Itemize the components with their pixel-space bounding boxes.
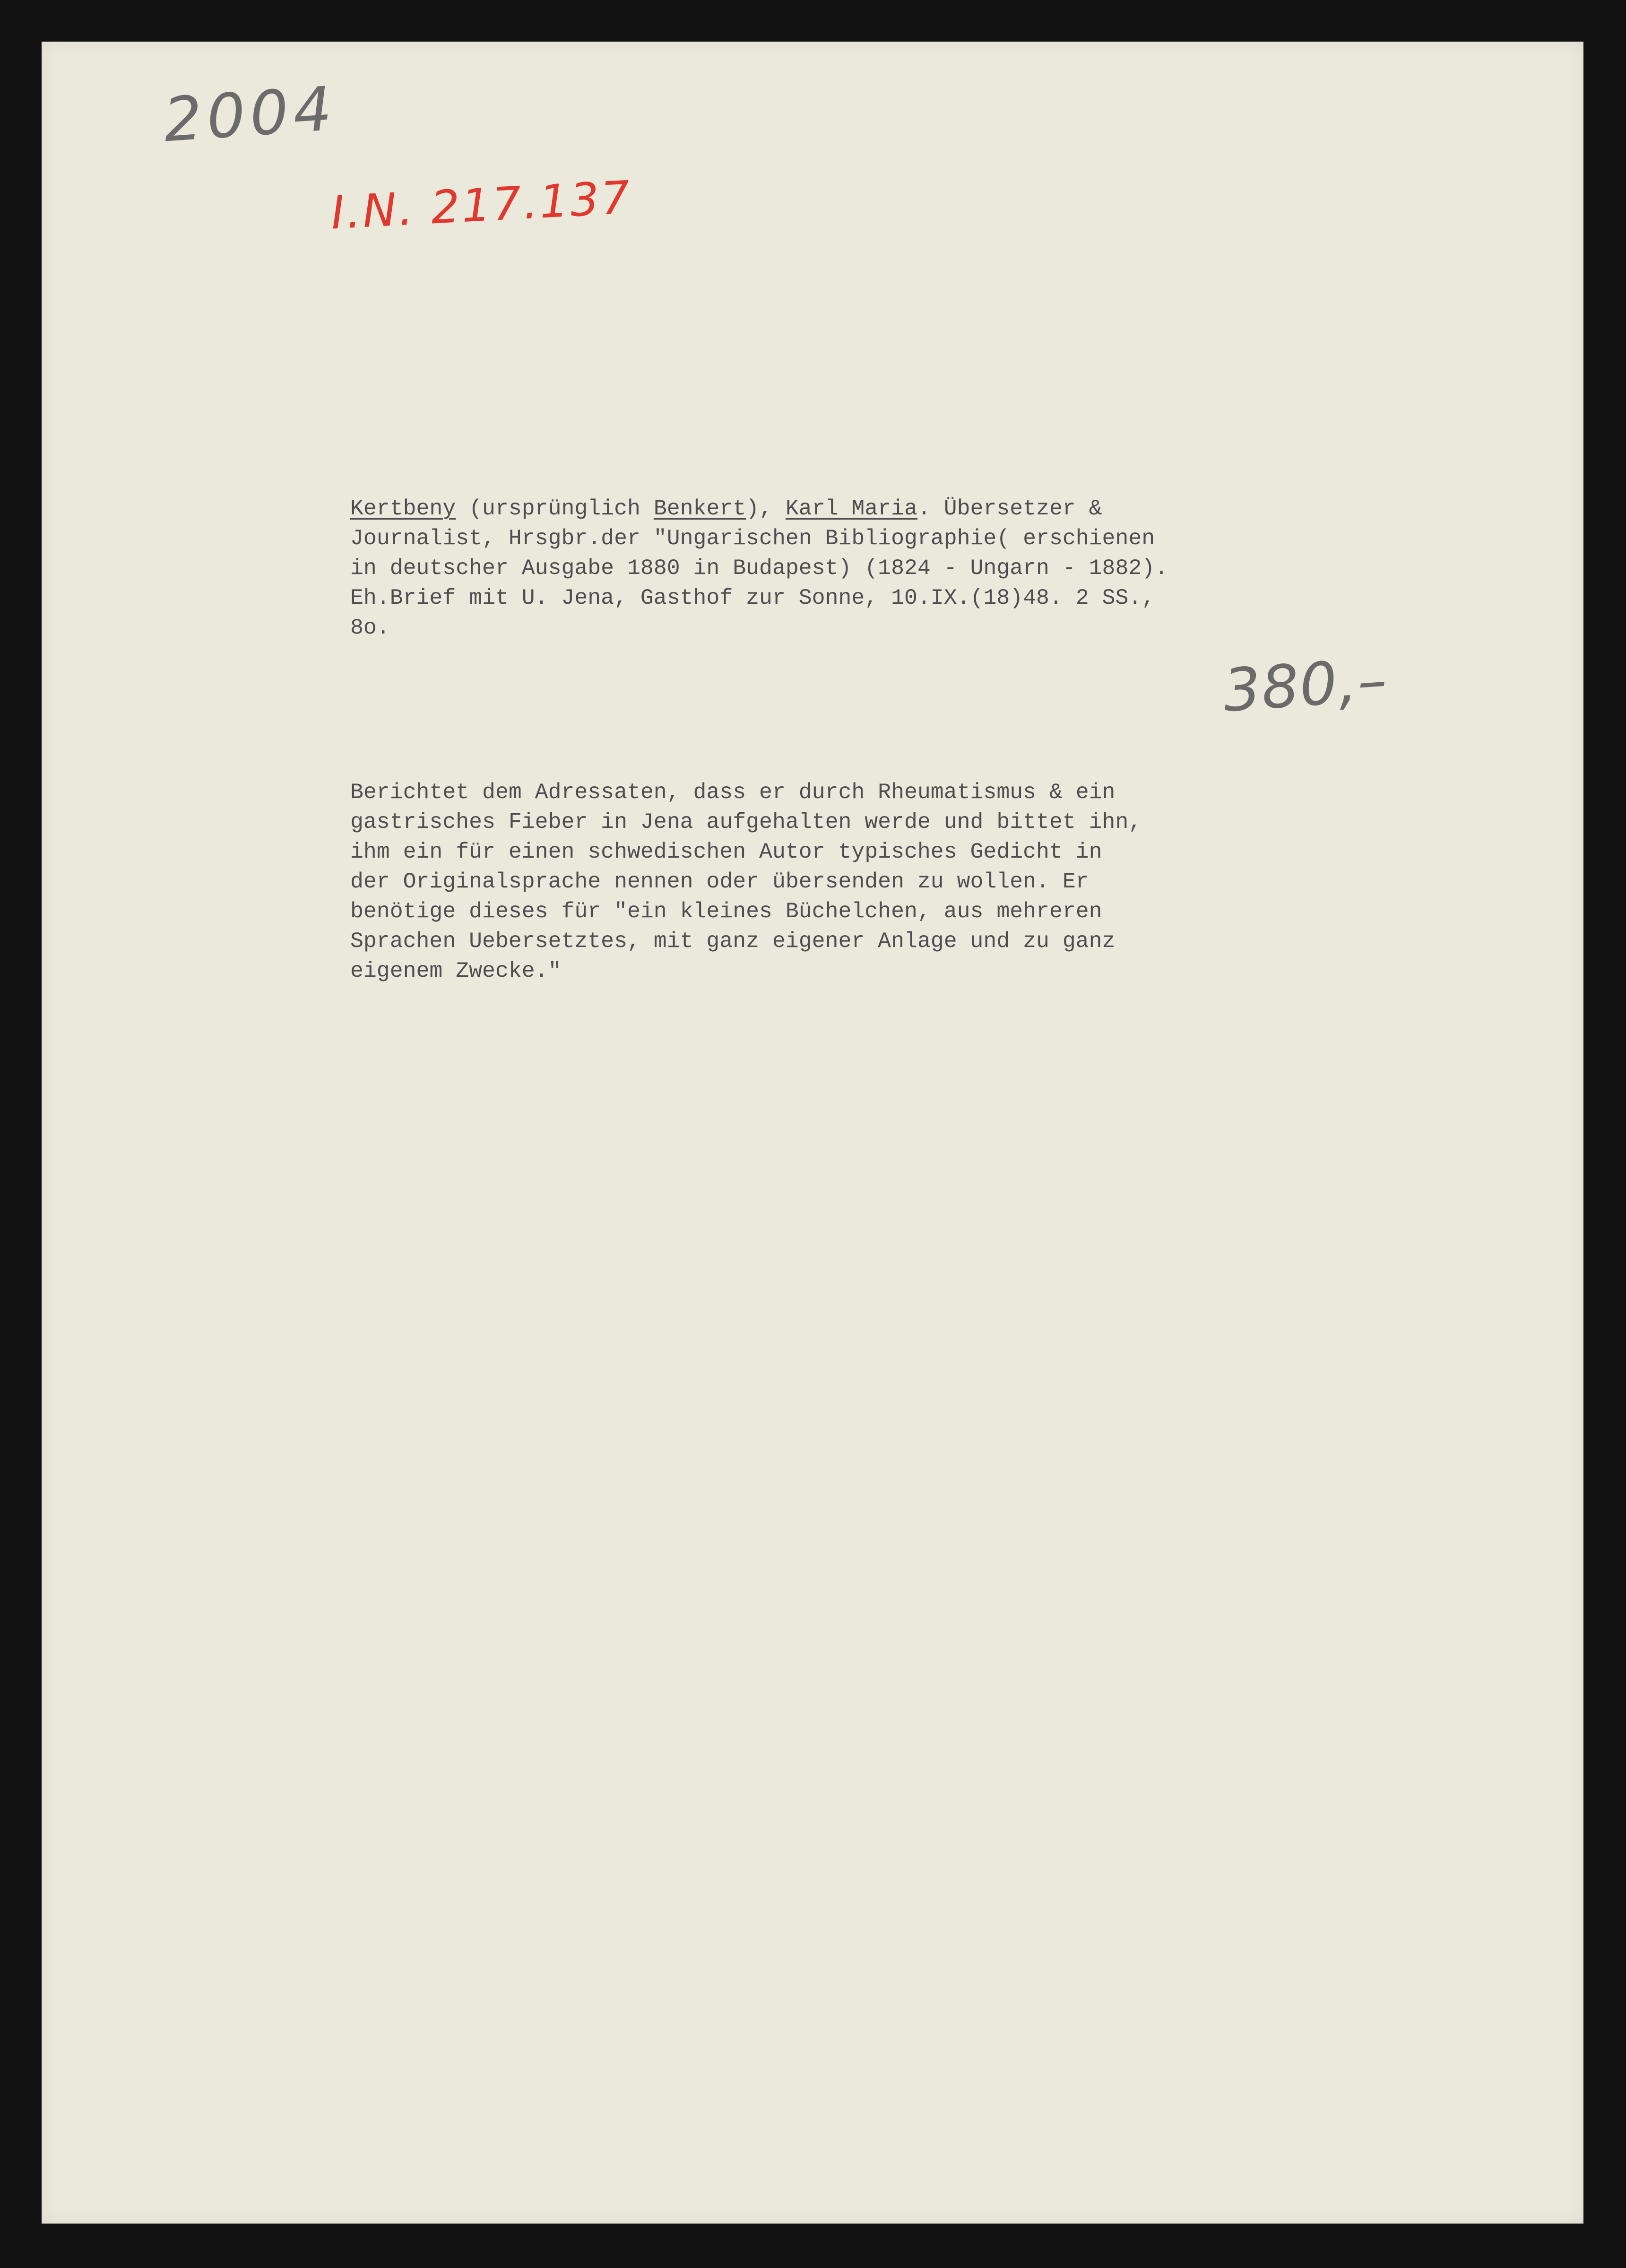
summary-line: Sprachen Uebersetztes, mit ganz eigener Anlage und zu ganz xyxy=(350,929,1116,954)
entry-text: ), xyxy=(746,496,786,521)
entry-text: . Übersetzer & xyxy=(917,496,1102,521)
handwritten-inventory-number: I.N. 217.137 xyxy=(329,171,633,240)
author-original-name: Benkert xyxy=(653,496,746,521)
entry-line: 8o. xyxy=(350,615,390,640)
entry-line: in deutscher Ausgabe 1880 in Budapest) (1824 - Ungarn - 1882). xyxy=(350,556,1168,581)
summary-line: gastrisches Fieber in Jena aufgehalten werde und bittet ihn, xyxy=(350,809,1142,834)
entry-text: (ursprünglich xyxy=(456,496,654,521)
author-given-name: Karl Maria xyxy=(785,496,917,521)
summary-line: benötige dieses für "ein kleines Büchelchen, aus mehreren xyxy=(350,899,1102,924)
document-sheet xyxy=(42,42,1583,2224)
handwritten-catalog-number: 2004 xyxy=(161,73,339,156)
catalog-entry xyxy=(350,494,1485,643)
author-surname: Kertbeny xyxy=(350,496,456,521)
letter-summary xyxy=(350,777,1485,986)
entry-line: Journalist, Hrsgbr.der "Ungarischen Bibliographie( erschienen xyxy=(350,526,1155,551)
summary-line: eigenem Zwecke." xyxy=(350,958,562,983)
summary-line: Berichtet dem Adressaten, dass er durch Rheumatismus & ein xyxy=(350,780,1116,805)
entry-line xyxy=(350,494,1485,523)
entry-line: Eh.Brief mit U. Jena, Gasthof zur Sonne, 10.IX.(18)48. 2 SS., xyxy=(350,585,1155,610)
handwritten-price: 380,– xyxy=(1221,646,1390,725)
summary-line: ihm ein für einen schwedischen Autor typisches Gedicht in xyxy=(350,839,1102,864)
summary-line: der Originalsprache nennen oder übersenden zu wollen. Er xyxy=(350,869,1089,894)
